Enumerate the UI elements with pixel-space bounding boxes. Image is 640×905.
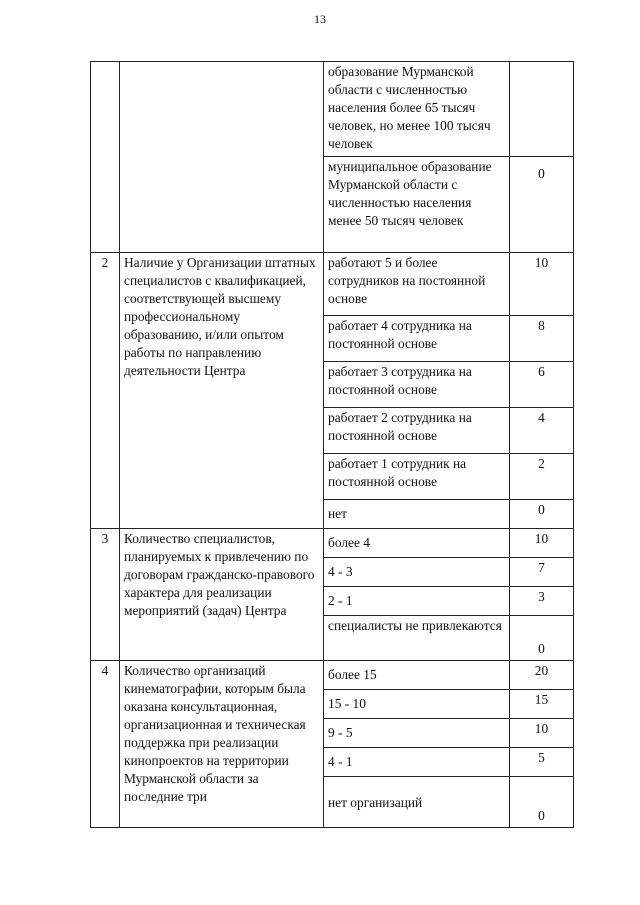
criteria-table — [90, 61, 574, 828]
points-cell: 0 — [510, 500, 574, 529]
table-row — [91, 253, 574, 316]
points-cell: 10 — [510, 719, 574, 748]
option-cell: более 15 — [324, 661, 510, 690]
points-cell: 8 — [510, 316, 574, 362]
option-cell: 4 - 3 — [324, 558, 510, 587]
option-cell: 9 - 5 — [324, 719, 510, 748]
option-cell: 2 - 1 — [324, 587, 510, 616]
option-cell: 15 - 10 — [324, 690, 510, 719]
option-cell: образование Мурманской области с численностью населения более 65 тысяч человек, но менее 100 тысяч человек — [324, 62, 510, 157]
points-cell: 0 — [510, 777, 574, 828]
table-row — [91, 529, 574, 558]
row-number: 4 — [91, 661, 120, 828]
option-cell: муниципальное образование Мурманской области с численностью населения менее 50 тысяч человек — [324, 157, 510, 253]
points-cell: 15 — [510, 690, 574, 719]
option-cell: работает 2 сотрудника на постоянной основе — [324, 408, 510, 454]
page-number: 13 — [314, 12, 326, 26]
points-cell: 0 — [510, 616, 574, 661]
option-cell: работают 5 и более сотрудников на постоянной основе — [324, 253, 510, 316]
option-cell: нет — [324, 500, 510, 529]
table-row — [91, 62, 574, 157]
points-cell: 7 — [510, 558, 574, 587]
criterion-text: Количество организаций кинематографии, которым была оказана консультационная, организационная и техническая поддержка при реализации кинопроектов на территории Мурманской области за последние три — [120, 661, 324, 828]
points-cell: 10 — [510, 253, 574, 316]
option-cell: 4 - 1 — [324, 748, 510, 777]
table-row — [91, 661, 574, 690]
points-cell: 20 — [510, 661, 574, 690]
row-number-cell — [91, 62, 120, 253]
row-number: 2 — [91, 253, 120, 529]
criterion-text: Наличие у Организации штатных специалистов с квалификацией, соответствующей высшему профессиональному образованию, и/или опытом работы по направлению деятельности Центра — [120, 253, 324, 529]
points-cell: 0 — [510, 157, 574, 253]
points-cell: 2 — [510, 454, 574, 500]
option-cell: специалисты не привлекаются — [324, 616, 510, 661]
option-cell: работает 1 сотрудник на постоянной основе — [324, 454, 510, 500]
criterion-cell — [120, 62, 324, 253]
points-cell: 6 — [510, 362, 574, 408]
criterion-text: Количество специалистов, планируемых к привлечению по договорам гражданско-правового характера для реализации мероприятий (задач) Центра — [120, 529, 324, 661]
option-cell: работает 4 сотрудника на постоянной основе — [324, 316, 510, 362]
points-cell — [510, 62, 574, 157]
points-cell: 3 — [510, 587, 574, 616]
option-cell: работает 3 сотрудника на постоянной основе — [324, 362, 510, 408]
row-number: 3 — [91, 529, 120, 661]
option-cell: более 4 — [324, 529, 510, 558]
points-cell: 10 — [510, 529, 574, 558]
points-cell: 5 — [510, 748, 574, 777]
points-cell: 4 — [510, 408, 574, 454]
option-cell: нет организаций — [324, 777, 510, 828]
